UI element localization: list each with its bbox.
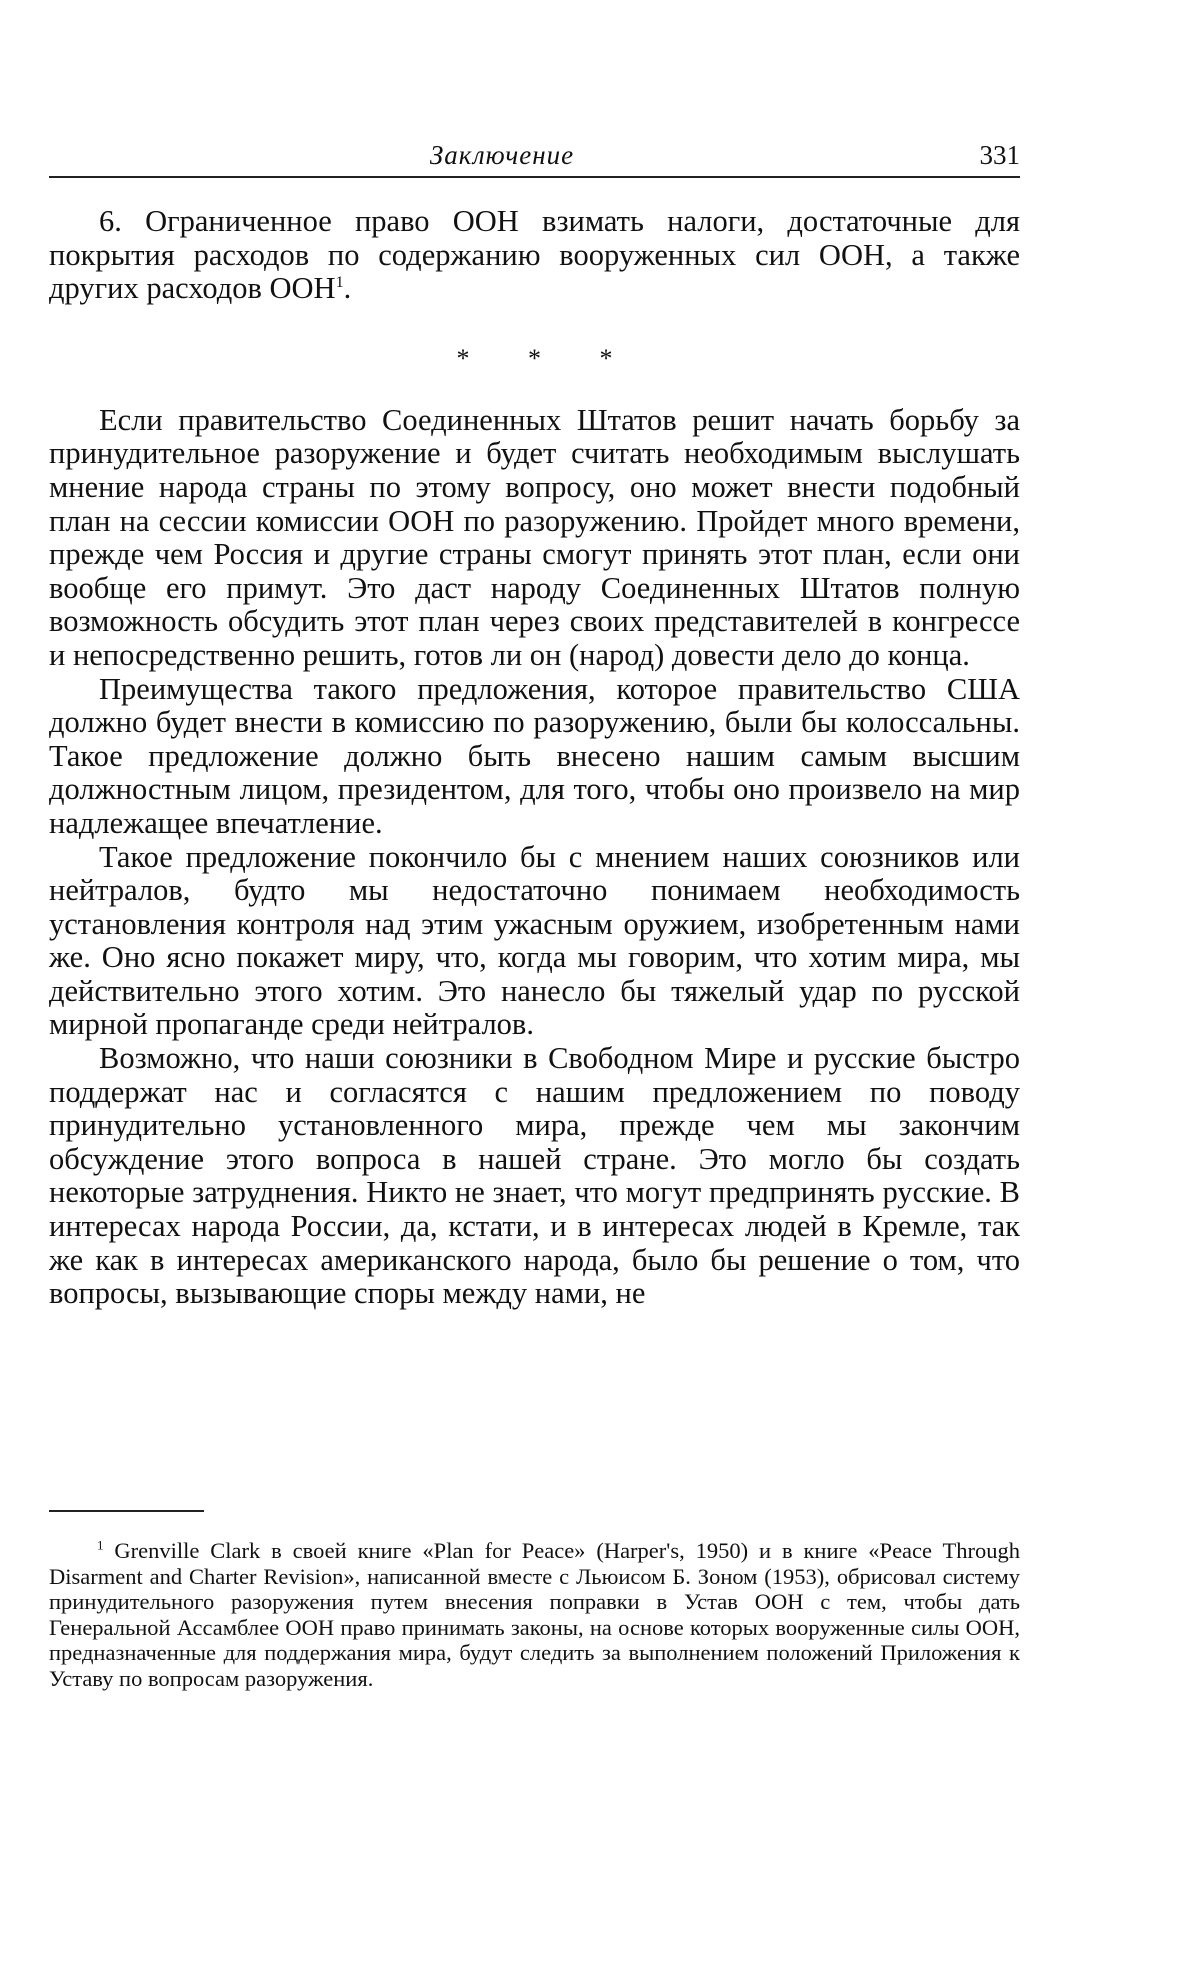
list-item-6-text: 6. Ограниченное право ООН взимать налоги, достаточные для покрытия расходов по содержанию вооруженных сил ООН, а также других расходов ООН bbox=[49, 204, 1020, 306]
running-title: Заключение bbox=[429, 140, 575, 170]
header-rule bbox=[49, 176, 1020, 178]
footnote-rule bbox=[49, 1510, 204, 1512]
page-number: 331 bbox=[979, 140, 1020, 170]
section-divider: * * * bbox=[456, 343, 639, 373]
paragraph: Такое предложение покончило бы с мнением наших союзников или нейтралов, будто мы недостаточно понимаем необходимость установления контроля над этим ужасным оружием, изобретенным нами же. Оно ясно покажет миру, что, когда мы говорим, что хотим мира, мы действительно этого хотим. Это нанесло бы тяжелый удар по русской мирной пропаганде среди нейтралов. bbox=[49, 839, 1020, 1042]
body-text bbox=[49, 205, 1020, 1311]
footnote-marker: 1 bbox=[97, 1537, 104, 1553]
paragraph: Преимущества такого предложения, которое правительство США должно будет внести в комиссию по разоружению, были бы колоссальны. Такое предложение должно быть внесено нашим самым высшим должностным лицом, президентом, для того, чтобы оно произвело на мир надлежащее впечатление. bbox=[49, 671, 1020, 840]
list-item-6-end: . bbox=[343, 271, 352, 306]
paragraph: Если правительство Соединенных Штатов решит начать борьбу за принудительное разоружение и будет считать необходимым выслушать мнение народа страны по этому вопросу, оно может внести подобный план на сессии комиссии ООН по разоружению. Пройдет много времени, прежде чем Россия и другие страны смогут принять этот план, если они вообще его примут. Это даст народу Соединенных Штатов полную возможность обсудить этот план через своих представителей в конгрессе и непосредственно решить, готов ли он (народ) довести дело до конца. bbox=[49, 402, 1020, 672]
footnote-text: Grenville Clark в своей книге «Plan for Peace» (Harper's, 1950) и в книге «Peace Through Disarment and Charter Revision», написанной вместе с Льюисом Б. Зоном (1953), обрисовал систему принудительного разоружения путем внесения поправки в Устав ООН с тем, чтобы дать Генеральной Ассамблее ООН право принимать законы, на основе которых вооруженные силы ООН, предназначенные для поддержания мира, будут следить за выполнением положений Приложения к Уставу по вопросам разоружения. bbox=[49, 1538, 1020, 1691]
footnote-reference: 1 bbox=[335, 274, 344, 292]
running-head bbox=[49, 140, 1020, 182]
footnote bbox=[49, 1538, 1020, 1692]
list-item-6 bbox=[49, 205, 1020, 306]
paragraph: Возможно, что наши союзники в Свободном Мире и русские быстро поддержат нас и согласятся с нашим предложением по поводу принудительно установленного мира, прежде чем мы закончим обсуждение этого вопроса в нашей стране. Это могло бы создать некоторые затруднения. Никто не знает, что могут предпринять русские. В интересах народа России, да, кстати, и в интересах людей в Кремле, так же как в интересах американского народа, было бы решение о том, что вопросы, вызывающие споры между нами, не bbox=[49, 1041, 1020, 1311]
